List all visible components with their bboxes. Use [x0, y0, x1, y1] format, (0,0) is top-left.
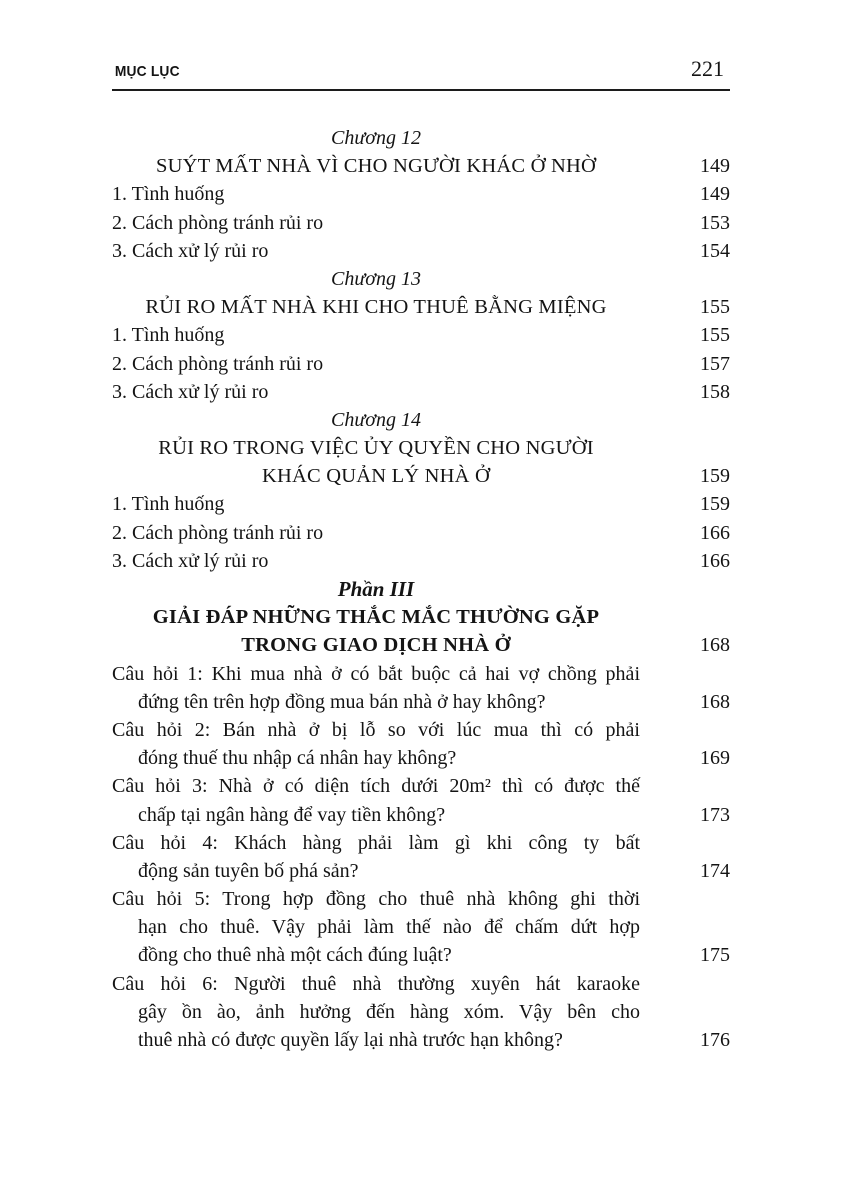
toc-entry-page: 154: [700, 239, 730, 262]
toc-entry-text: 2. Cách phòng tránh rủi ro: [112, 521, 324, 544]
toc-row-item: [112, 180, 730, 208]
toc-entry-text: 1. Tình huống: [112, 183, 225, 206]
toc-row-question-end: [112, 857, 730, 885]
toc-row-item: [112, 321, 730, 349]
toc-row-question-first: [112, 716, 730, 744]
toc-row-question-first: [112, 772, 730, 800]
toc-row-section-label: [112, 575, 730, 603]
toc-row-item: [112, 237, 730, 265]
toc-row-question-cont: [112, 913, 730, 941]
toc-entry-text: 2. Cách phòng tránh rủi ro: [112, 211, 324, 234]
toc-entry-text: 1. Tình huống: [112, 493, 225, 516]
toc-row-question-first: [112, 970, 730, 998]
toc-entry-text: gây ồn ào, ảnh hưởng đến hàng xóm. Vậy bên cho: [138, 1000, 640, 1023]
toc-entry-page: 153: [700, 211, 730, 234]
toc-row-question-first: [112, 829, 730, 857]
toc-entry-text: Câu hỏi 1: Khi mua nhà ở có bắt buộc cả hai vợ chồng phải: [112, 662, 640, 685]
table-of-contents: [112, 124, 730, 1054]
toc-entry-page: 157: [700, 352, 730, 375]
toc-entry-page: 158: [700, 380, 730, 403]
toc-row-item: [112, 209, 730, 237]
toc-row-question-cont: [112, 998, 730, 1026]
toc-entry-page: 176: [700, 1029, 730, 1051]
toc-row-item: [112, 490, 730, 518]
toc-row-chapter-title: [112, 152, 730, 180]
toc-row-section-title: [112, 603, 730, 631]
toc-entry-text: 3. Cách xử lý rủi ro: [112, 549, 269, 572]
toc-entry-page: 168: [700, 634, 730, 657]
toc-entry-page: 175: [700, 944, 730, 967]
toc-entry-text: 2. Cách phòng tránh rủi ro: [112, 352, 324, 375]
toc-entry-text: SUÝT MẤT NHÀ VÌ CHO NGƯỜI KHÁC Ở NHỜ: [156, 155, 596, 178]
toc-entry-page: 155: [700, 296, 730, 319]
toc-entry-text: Câu hỏi 2: Bán nhà ở bị lỗ so với lúc mua thì có phải: [112, 718, 640, 741]
toc-row-question-end: [112, 941, 730, 969]
toc-row-question-end: [112, 744, 730, 772]
toc-entry-page: 159: [700, 465, 730, 488]
toc-entry-text: đồng cho thuê nhà một cách đúng luật?: [138, 944, 452, 967]
toc-entry-text: động sản tuyên bố phá sản?: [138, 859, 359, 882]
toc-row-question-end: [112, 801, 730, 829]
toc-entry-text: 3. Cách xử lý rủi ro: [112, 380, 269, 403]
toc-row-chapter-label: [112, 124, 730, 152]
toc-entry-page: 159: [700, 493, 730, 516]
toc-entry-text: hạn cho thuê. Vậy phải làm thế nào để chấm dứt hợp: [138, 916, 640, 939]
toc-entry-text: Chương 12: [331, 127, 421, 149]
toc-entry-page: 166: [700, 549, 730, 572]
toc-entry-text: GIẢI ĐÁP NHỮNG THẮC MẮC THƯỜNG GẶP: [152, 606, 600, 629]
toc-entry-text: Chương 14: [331, 408, 421, 431]
toc-entry-text: RỦI RO TRONG VIỆC ỦY QUYỀN CHO NGƯỜI: [158, 437, 594, 460]
toc-entry-text: RỦI RO MẤT NHÀ KHI CHO THUÊ BẰNG MIỆNG: [145, 296, 607, 319]
toc-entry-text: thuê nhà có được quyền lấy lại nhà trước hạn không?: [138, 1029, 563, 1051]
toc-entry-text: Câu hỏi 6: Người thuê nhà thường xuyên hát karaoke: [112, 972, 640, 995]
page-number: 221: [691, 56, 724, 81]
toc-entry-text: Chương 13: [331, 267, 421, 290]
running-title: MỤC LỤC: [114, 63, 180, 80]
toc-entry-text: Câu hỏi 4: Khách hàng phải làm gì khi công ty bất: [112, 831, 640, 854]
toc-entry-page: 166: [700, 521, 730, 544]
toc-row-question-end: [112, 1026, 730, 1054]
toc-row-question-first: [112, 885, 730, 913]
toc-row-item: [112, 350, 730, 378]
toc-entry-text: đứng tên trên hợp đồng mua bán nhà ở hay không?: [138, 690, 546, 713]
toc-row-chapter-label: [112, 406, 730, 434]
toc-row-section-title: [112, 631, 730, 659]
toc-row-item: [112, 378, 730, 406]
toc-entry-page: 149: [700, 155, 730, 178]
toc-row-question-first: [112, 660, 730, 688]
toc-entry-page: 169: [700, 747, 730, 770]
toc-entry-text: 3. Cách xử lý rủi ro: [112, 239, 269, 262]
toc-entry-page: 173: [700, 803, 730, 826]
toc-entry-text: 1. Tình huống: [112, 324, 225, 347]
toc-row-chapter-label: [112, 265, 730, 293]
toc-entry-page: 174: [700, 859, 730, 882]
toc-row-item: [112, 519, 730, 547]
toc-entry-text: TRONG GIAO DỊCH NHÀ Ở: [241, 634, 511, 657]
toc-row-chapter-title: [112, 434, 730, 462]
toc-entry-page: 155: [700, 324, 730, 347]
toc-entry-page: 168: [700, 690, 730, 713]
toc-entry-text: Câu hỏi 3: Nhà ở có diện tích dưới 20m² thì có được thế: [112, 775, 640, 798]
toc-entry-text: Phần III: [337, 577, 415, 601]
toc-entry-text: đóng thuế thu nhập cá nhân hay không?: [138, 747, 457, 770]
toc-row-item: [112, 547, 730, 575]
toc-row-question-end: [112, 688, 730, 716]
page-header: [112, 56, 730, 91]
toc-entry-text: KHÁC QUẢN LÝ NHÀ Ở: [262, 465, 490, 488]
toc-entry-text: chấp tại ngân hàng để vay tiền không?: [138, 803, 446, 826]
toc-entry-text: Câu hỏi 5: Trong hợp đồng cho thuê nhà không ghi thời: [112, 888, 640, 911]
toc-row-chapter-title: [112, 293, 730, 321]
toc-row-chapter-title: [112, 462, 730, 490]
toc-entry-page: 149: [700, 183, 730, 206]
